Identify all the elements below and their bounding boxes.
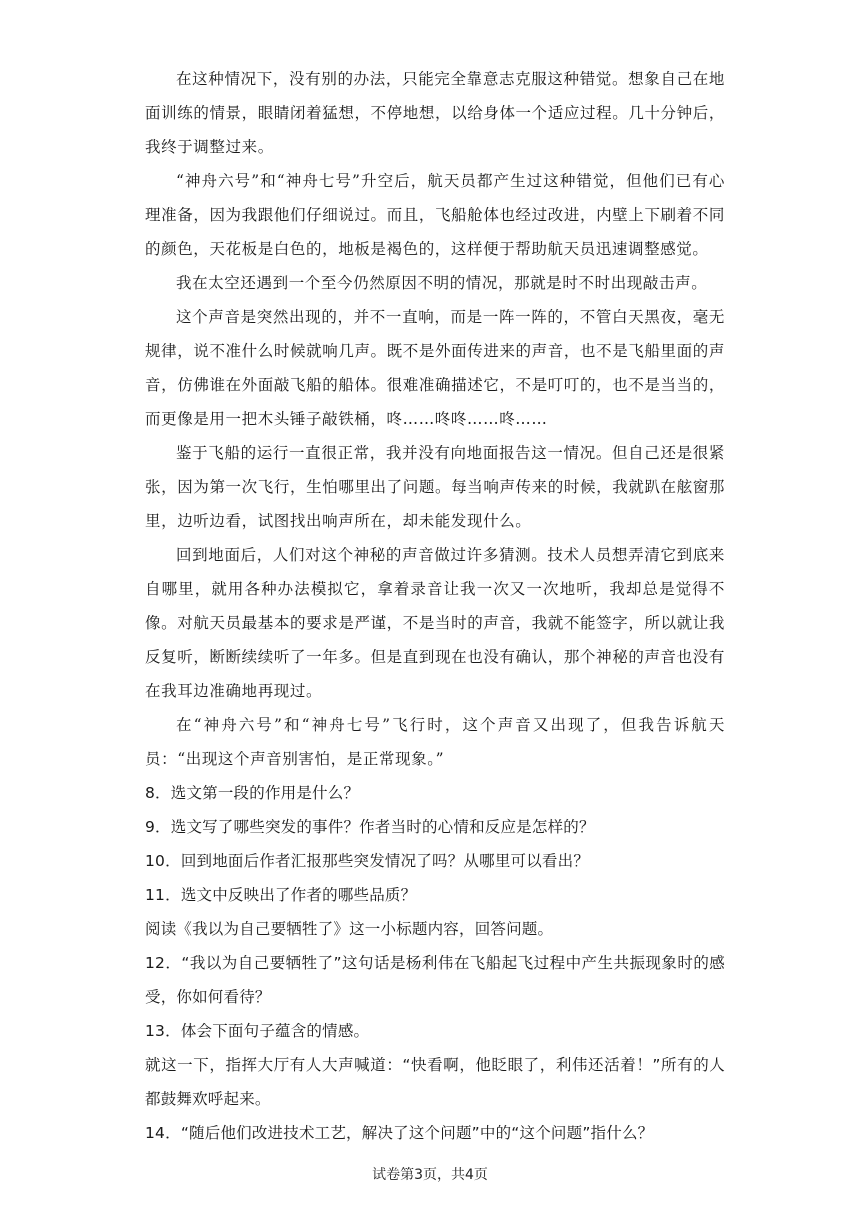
- question-list: [145, 776, 725, 1150]
- passage-paragraph-6: 回到地面后，人们对这个神秘的声音做过许多猜测。技术人员想弄清它到底来自哪里，就用各种办法模拟它，拿着录音让我一次又一次地听，我却总是觉得不像。对航天员最基本的要求是严谨，不是当时的声音，我就不能签字，所以就让我反复听，断断续续听了一年多。但是直到现在也没有确认，那个神秘的声音也没有在我耳边准确地再现过。: [145, 546, 725, 700]
- page-footer: 试卷第3页，共4页: [372, 1167, 488, 1183]
- question-8: 8．选文第一段的作用是什么？: [145, 784, 360, 802]
- passage-paragraph-4: 这个声音是突然出现的，并不一直响，而是一阵一阵的，不管白天黑夜，毫无规律，说不准什么时候就响几声。既不是外面传进来的声音，也不是飞船里面的声音，仿佛谁在外面敲飞船的船体。很难准确描述它，不是叮叮的，也不是当当的，而更像是用一把木头锤子敲铁桶，咚……咚咚……咚……: [145, 308, 725, 428]
- reading-passage: [145, 62, 725, 776]
- question-10: 10．回到地面后作者汇报那些突发情况了吗？从哪里可以看出？: [145, 852, 590, 870]
- question-14: 14．“随后他们改进技术工艺，解决了这个问题”中的“这个问题”指什么？: [145, 1124, 654, 1142]
- passage-paragraph-3: 我在太空还遇到一个至今仍然原因不明的情况，那就是时不时出现敲击声。: [176, 274, 708, 292]
- passage-paragraph-7: 在“神舟六号”和“神舟七号”飞行时，这个声音又出现了，但我告诉航天员：“出现这个声音别害怕，是正常现象。”: [145, 716, 725, 768]
- passage-paragraph-5: 鉴于飞船的运行一直很正常，我并没有向地面报告这一情况。但自己还是很紧张，因为第一次飞行，生怕哪里出了问题。每当响声传来的时候，我就趴在舷窗那里，边听边看，试图找出响声所在，却未能发现什么。: [145, 444, 725, 530]
- question-13: 13．体会下面句子蕴含的情感。: [145, 1022, 370, 1040]
- passage-paragraph-2: “神舟六号”和“神舟七号”升空后，航天员都产生过这种错觉，但他们已有心理准备，因为我跟他们仔细说过。而且，飞船舱体也经过改进，内壁上下刷着不同的颜色，天花板是白色的，地板是褐色的，这样便于帮助航天员迅速调整感觉。: [145, 172, 725, 258]
- passage-paragraph-1: 在这种情况下，没有别的办法，只能完全靠意志克服这种错觉。想象自己在地面训练的情景，眼睛闭着猛想，不停地想，以给身体一个适应过程。几十分钟后，我终于调整过来。: [145, 70, 725, 156]
- question-13-quote: 就这一下，指挥大厅有人大声喊道：“快看啊，他眨眼了，利伟还活着！”所有的人都鼓舞欢呼起来。: [145, 1056, 725, 1108]
- section-instruction: 阅读《我以为自己要牺牲了》这一小标题内容，回答问题。: [145, 920, 554, 938]
- question-12: 12．“我以为自己要牺牲了”这句话是杨利伟在飞船起飞过程中产生共振现象时的感受，你如何看待？: [145, 954, 725, 1006]
- question-9: 9．选文写了哪些突发的事件？作者当时的心情和反应是怎样的？: [145, 818, 595, 836]
- page-content: [145, 62, 725, 1150]
- question-11: 11．选文中反映出了作者的哪些品质？: [145, 886, 417, 904]
